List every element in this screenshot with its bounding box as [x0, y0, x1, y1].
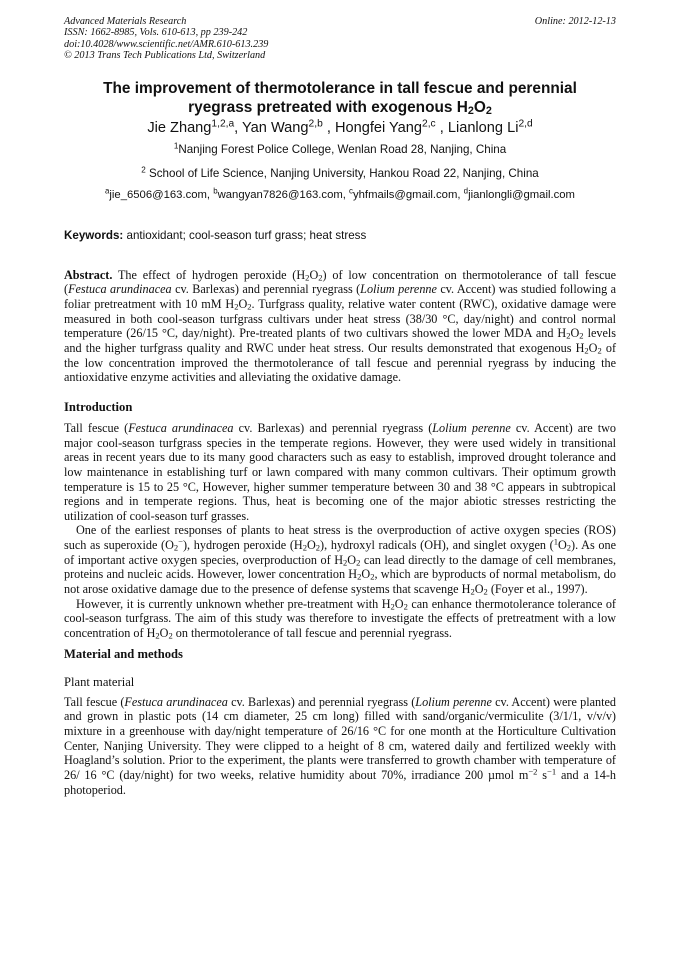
- paragraph: Tall fescue (Festuca arundinacea cv. Barlexas) and perennial ryegrass (Lolium perenne cv. Accent) are two major cool-season turfgrass species in the temperate regions. However, they were used widely in transitional areas in recent years due to its many good characters such as easy to establish, improved drought tolerance and low maintenance in establishing turf or lawn compared with many common cultivars. Their optimum growth temperature is 15 to 25 °C, However, higher summer temperature between 30 and 38 °C appears in subtropical regions and in temperate regions. Thus, heat is becoming one of the major abiotic stresses restricting the utilization of cool-season turf grasses.: [64, 420, 617, 523]
- keywords: [64, 229, 616, 243]
- author-name: Yan Wang: [242, 119, 309, 136]
- online-date: Online: 2012-12-13: [534, 16, 616, 27]
- keywords-label: Keywords:: [64, 228, 124, 242]
- email-link[interactable]: wangyan7826@163.com: [217, 188, 343, 201]
- abstract-label: Abstract.: [64, 267, 113, 282]
- section-heading-methods: Material and methods: [64, 646, 183, 661]
- plant-material-text: [64, 695, 616, 798]
- author-name: Lianlong Li: [447, 119, 519, 136]
- paragraph: One of the earliest responses of plants to heat stress is the overproduction of active oxygen species (ROS) such as superoxide $(O_2^-)$, hydrogen peroxide $(H_2O_2)$, hydroxyl radicals (OH), and singlet oxygen $(^1O_2)$. As one of important active oxygen species, overproduction of $H_2O_2$ can lead directly to the damage of cell membranes, proteins and nucleic acids. However, lower concentration $H_2O_2$, which are byproducts of normal metabolism, do not arose oxidative damage due to the presence of defense systems that scavenge $H_2O_2$ (Foyer et al., 1997).: [64, 523, 617, 597]
- title-line-2: ryegrass pretreated with exogenous $H_2O_2$: [188, 98, 492, 117]
- subsection-heading-plant-material: Plant material: [64, 674, 135, 689]
- affiliation-2: $^2$ School of Life Science, Nanjing University, Hankou Road 22, Nanjing, China: [141, 165, 539, 180]
- author-name: Hongfei Yang: [334, 119, 423, 136]
- journal-name: Advanced Materials Research: [64, 16, 187, 27]
- author-name: Jie Zhang: [147, 119, 212, 136]
- paper-title: [64, 79, 616, 117]
- abstract: Abstract. The effect of hydrogen peroxide $(H_2O_2)$ of low concentration on thermotolerance of tall fescue (Festuca arundinacea cv. Barlexas) and perennial ryegrass (Lolium perenne cv. Accent) was studied following a foliar pretreatment with 10 mM $H_2O_2$. Turfgrass quality, relative water content (RWC), oxidative damage were measured in both cool-season turfgrass cultivars under heat stress (38/30 °C, day/night) and control normal temperature (26/15 °C, day/night). Pre-treated plants of two cultivars showed the lower MDA and $H_2O_2$ levels and the higher turfgrass quality and RWC under heat stress. Our results demonstrated that exogenous $H_2O_2$ of the low concentration improved the thermotolerance of tall fescue and perennial ryegrass by inducing the antioxidative enzyme activities and alleviating the oxidative damage.: [64, 267, 617, 385]
- paragraph: However, it is currently unknown whether pre-treatment with $H_2O_2$ can enhance thermotolerance tolerance of cool-season turfgrass. The aim of this study was therefore to investigate the effects of pretreatment with a low concentration of $H_2O_2$ on thermotolerance of tall fescue and perennial ryegrass.: [64, 596, 616, 641]
- title-line-1: The improvement of thermotolerance in tall fescue and perennial: [103, 79, 577, 97]
- email-link[interactable]: jie_6506@163.com: [109, 188, 207, 201]
- paragraph: Tall fescue (Festuca arundinacea cv. Barlexas) and perennial ryegrass (Lolium perenne cv. Accent) were planted and grown in plastic pots (14 cm diameter, 25 cm long) filled with sand/organic/vermiculite (3/1/1, v/v/v) mixture in a greenhouse with day/night temperature of 26/16 °C for one month at the Horticulture Cultivation Center, Nanjing University. They were clipped to a height of 8 cm, watered daily and fertilized weekly with Hoagland’s solution. Prior to the experiment, the plants were transferred to growth chamber with temperature of 26/ 16 °C (day/night) for two weeks, relative humidity about 70%, irradiance 200 µmol $m^{-2}$ $s^{-1}$ and a 14-h photoperiod.: [64, 694, 616, 797]
- section-heading-introduction: Introduction: [64, 399, 133, 414]
- email-link[interactable]: jianlongli@gmail.com: [468, 188, 575, 201]
- email-list: $^a$jie_6506@163.com, $^b$wangyan7826@163.com, $^c$yhfmails@gmail.com, $^d$jianlongli@gmail.com: [105, 186, 575, 201]
- issn-line: ISSN: 1662-8985, Vols. 610-613, pp 239-242: [64, 27, 248, 39]
- doi-line: doi:10.4028/www.scientific.net/AMR.610-613.239: [64, 38, 269, 50]
- introduction-text: [64, 421, 616, 641]
- affiliation-1: $^1$Nanjing Forest Police College, Wenlan Road 28, Nanjing, China: [173, 141, 507, 156]
- author-list: Jie Zhang$^{1,2,a}$, Yan Wang$^{2,b}$ , Hongfei Yang$^{2,c}$ , Lianlong Li$^{2,d}$: [147, 118, 533, 136]
- copyright-line: © 2013 Trans Tech Publications Ltd, Switzerland: [64, 50, 266, 62]
- keywords-text: antioxidant; cool-season turf grass; heat stress: [126, 228, 367, 242]
- paper-page: [64, 16, 616, 797]
- email-link[interactable]: yhfmails@gmail.com: [353, 188, 458, 201]
- running-header: [64, 16, 616, 62]
